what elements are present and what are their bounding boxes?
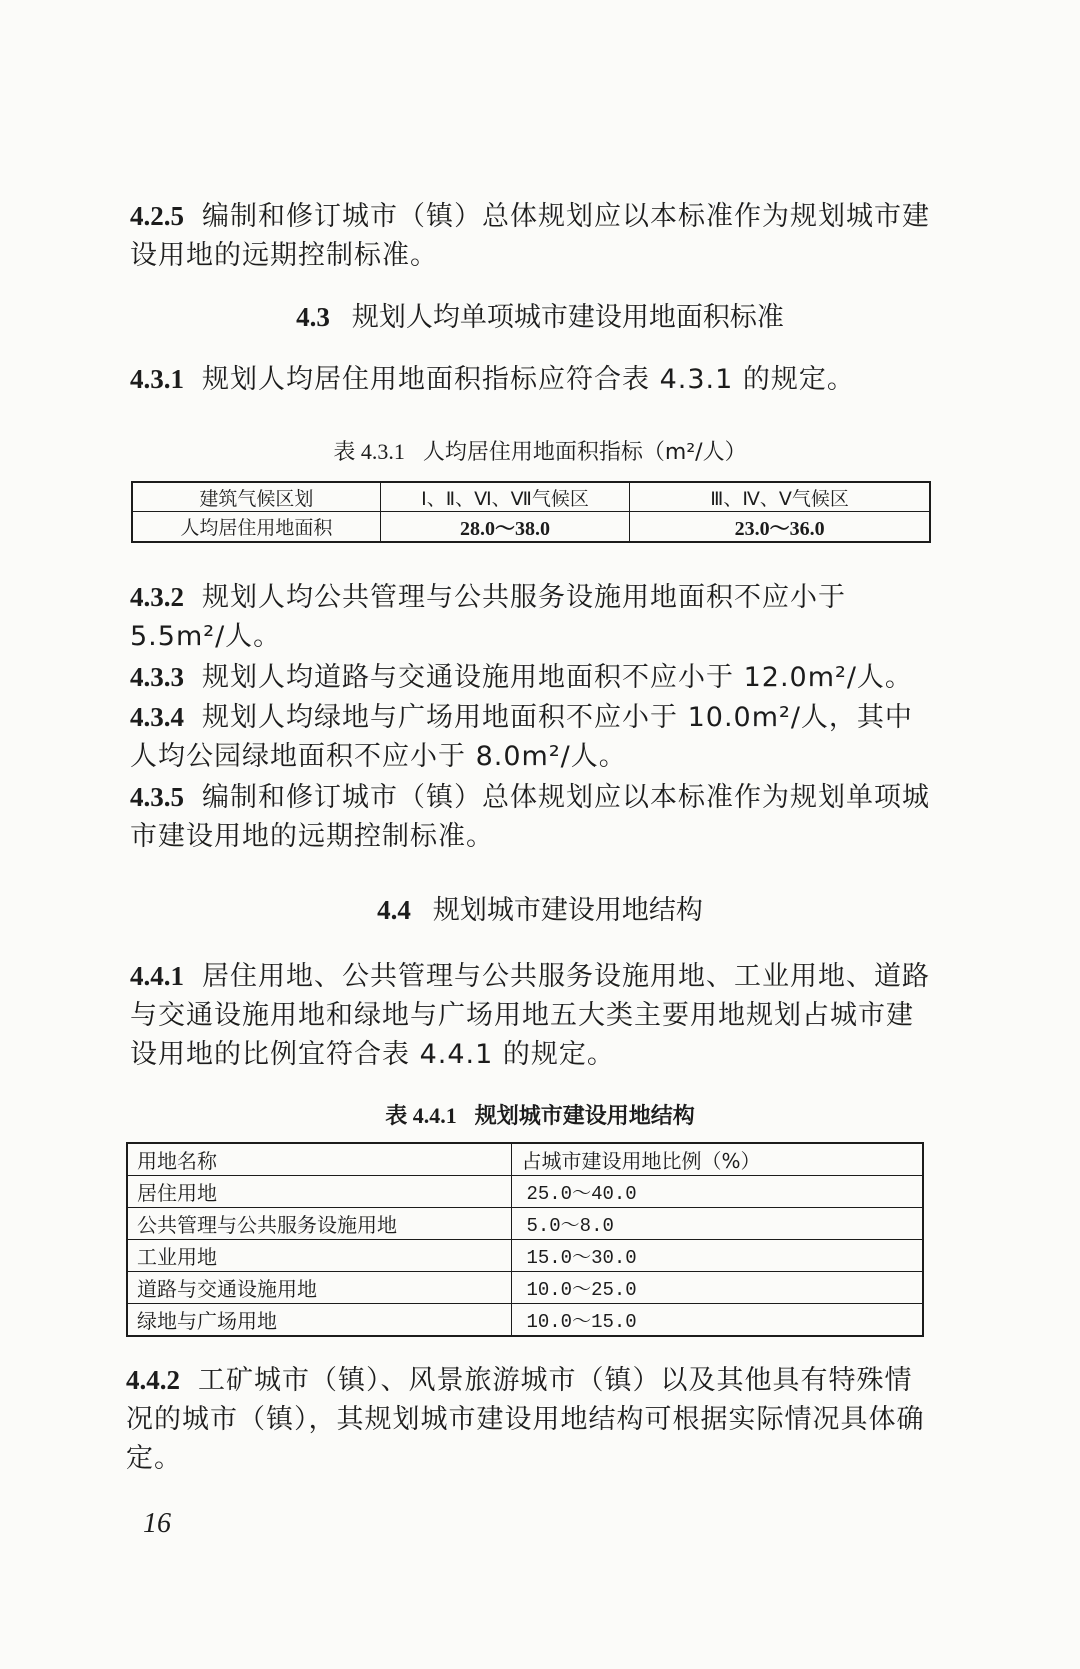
value-cell: 28.0～38.0 <box>380 512 629 543</box>
clause-4-3-2 <box>130 578 930 656</box>
table-row <box>127 1208 923 1240</box>
clause-4-3-3 <box>130 658 930 697</box>
ratio-cell: 15.0～30.0 <box>512 1240 923 1272</box>
clause-4-3-4 <box>130 698 930 776</box>
land-use-cell: 公共管理与公共服务设施用地 <box>127 1208 512 1240</box>
clause-4-3-1 <box>130 360 930 399</box>
table-caption-number: 表 4.3.1 <box>333 439 405 464</box>
table-row <box>127 1240 923 1272</box>
table-row <box>127 1304 923 1337</box>
clause-text: 工矿城市（镇）、风景旅游城市（镇）以及其他具有特殊情况的城市（镇），其规划城市建设用地结构可根据实际情况具体确定。 <box>126 1365 925 1474</box>
header-cell: 占城市建设用地比例（%） <box>512 1143 923 1176</box>
clause-text: 居住用地、公共管理与公共服务设施用地、工业用地、道路与交通设施用地和绿地与广场用地五大类主要用地规划占城市建设用地的比例宜符合表 4.4.1 的规定。 <box>130 961 930 1070</box>
clause-text: 编制和修订城市（镇）总体规划应以本标准作为规划单项城市建设用地的远期控制标准。 <box>130 782 930 852</box>
table-caption-4-3-1 <box>0 437 1080 468</box>
section-heading-4-4 <box>0 891 1080 930</box>
header-cell: Ⅲ、Ⅳ、Ⅴ气候区 <box>630 482 930 512</box>
clause-4-4-1 <box>130 957 930 1074</box>
section-title: 规划人均单项城市建设用地面积标准 <box>351 302 784 333</box>
section-heading-4-3 <box>0 298 1080 337</box>
section-number: 4.4 <box>377 895 411 925</box>
header-cell: Ⅰ、Ⅱ、Ⅵ、Ⅶ气候区 <box>380 482 629 512</box>
table-caption-text: 人均居住用地面积指标（m²/人） <box>422 440 747 465</box>
land-use-cell: 绿地与广场用地 <box>127 1304 512 1337</box>
ratio-cell: 10.0～15.0 <box>512 1304 923 1337</box>
table-4-3-1 <box>131 481 931 543</box>
section-number: 4.3 <box>296 302 330 332</box>
header-cell: 建筑气候区划 <box>132 482 380 512</box>
table-header-row <box>132 482 930 512</box>
clause-number: 4.4.1 <box>130 961 184 991</box>
clause-text: 规划人均绿地与广场用地面积不应小于 10.0m²/人，其中人均公园绿地面积不应小于 8.0m²/人。 <box>130 702 913 772</box>
clause-number: 4.3.3 <box>130 662 184 692</box>
table-row <box>132 512 930 543</box>
ratio-cell: 10.0～25.0 <box>512 1272 923 1304</box>
table-row <box>127 1272 923 1304</box>
section-title: 规划城市建设用地结构 <box>432 895 703 926</box>
land-use-cell: 工业用地 <box>127 1240 512 1272</box>
clause-number: 4.4.2 <box>126 1365 180 1395</box>
clause-number: 4.3.1 <box>130 364 184 394</box>
land-use-cell: 道路与交通设施用地 <box>127 1272 512 1304</box>
clause-text: 规划人均公共管理与公共服务设施用地面积不应小于 5.5m²/人。 <box>130 582 846 652</box>
table-caption-number: 表 4.4.1 <box>385 1103 457 1128</box>
clause-number: 4.3.5 <box>130 782 184 812</box>
clause-text: 编制和修订城市（镇）总体规划应以本标准作为规划城市建设用地的远期控制标准。 <box>130 201 930 271</box>
row-label-cell: 人均居住用地面积 <box>132 512 380 543</box>
clause-text: 规划人均居住用地面积指标应符合表 4.3.1 的规定。 <box>202 364 855 395</box>
table-header-row <box>127 1143 923 1176</box>
land-use-cell: 居住用地 <box>127 1176 512 1208</box>
clause-number: 4.3.2 <box>130 582 184 612</box>
clause-text: 规划人均道路与交通设施用地面积不应小于 12.0m²/人。 <box>202 662 913 693</box>
table-row <box>127 1176 923 1208</box>
table-caption-text: 规划城市建设用地结构 <box>474 1104 695 1129</box>
clause-number: 4.2.5 <box>130 201 184 231</box>
ratio-cell: 25.0～40.0 <box>512 1176 923 1208</box>
clause-4-3-5 <box>130 778 930 856</box>
table-caption-4-4-1 <box>0 1101 1080 1132</box>
value-cell: 23.0～36.0 <box>630 512 930 543</box>
clause-4-2-5 <box>130 197 930 275</box>
clause-4-4-2 <box>126 1361 926 1478</box>
page-number: 16 <box>143 1508 171 1539</box>
ratio-cell: 5.0～8.0 <box>512 1208 923 1240</box>
clause-number: 4.3.4 <box>130 702 184 732</box>
table-4-4-1 <box>126 1142 924 1337</box>
header-cell: 用地名称 <box>127 1143 512 1176</box>
